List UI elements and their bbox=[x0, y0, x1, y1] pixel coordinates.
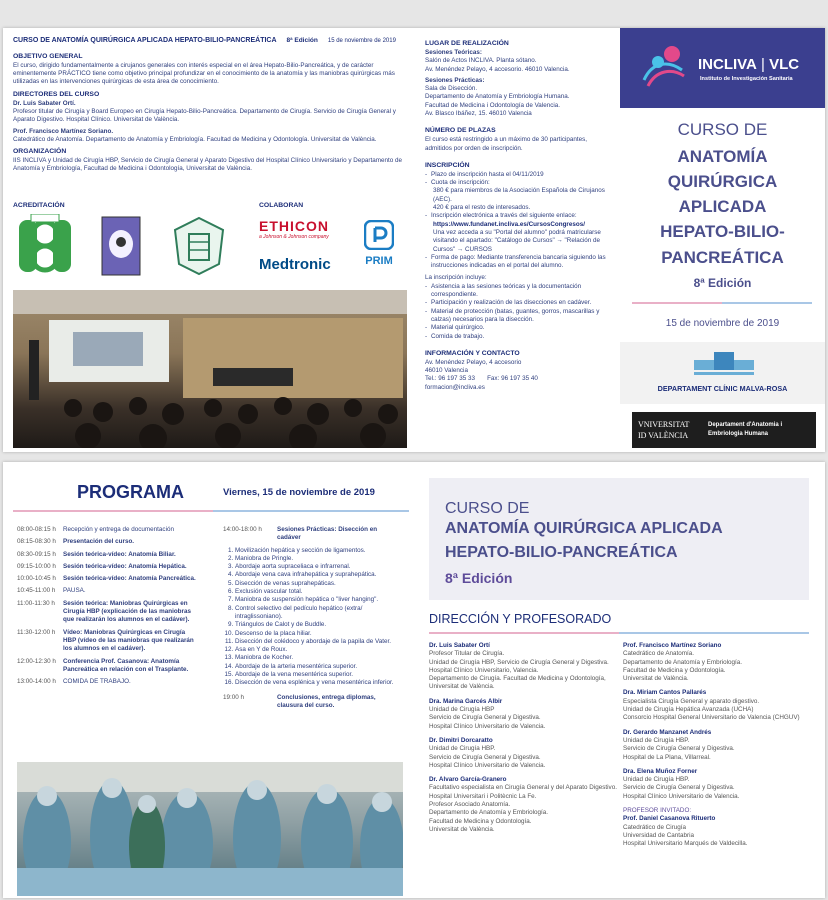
director-1-name: Dr. Luis Sabater Ortí. bbox=[13, 99, 76, 107]
prim-wordmark: PRIM bbox=[365, 255, 393, 267]
inner-title-line-1: ANATOMÍA QUIRÚRGICA APLICADA bbox=[445, 520, 723, 537]
inscripcion-plazo: - Plazo de inscripción hasta el 04/11/2019 bbox=[425, 171, 615, 179]
faculty-detail: Hospital Clínico Universitario de Valencia. bbox=[429, 722, 546, 730]
contacto-address-2: 46010 Valencia bbox=[425, 367, 468, 375]
practicas-item: 13. Maniobra de Kocher. bbox=[235, 654, 399, 662]
brochure-inner-page bbox=[3, 462, 825, 898]
invitado-detail: Universidad de Cantabria bbox=[623, 831, 695, 839]
incluye-item: - Asistencia a las sesiones teóricas y la documentación correspondiente. bbox=[425, 283, 615, 300]
uv-logo bbox=[632, 412, 816, 448]
schedule-time: 11:30-12:00 h bbox=[17, 628, 56, 636]
cover-title-line-2: QUIRÚRGICA bbox=[667, 172, 778, 192]
column-info bbox=[13, 36, 409, 174]
schedule-time: 10:00-10:45 h bbox=[17, 575, 56, 583]
practicas-item: 7. Maniobra de suspensión hepática o "liver hanging". bbox=[235, 596, 399, 604]
schedule-row bbox=[17, 600, 197, 625]
malva-rosa-text: DEPARTAMENT CLÍNIC MALVA-ROSA bbox=[657, 384, 788, 393]
lugar-practicas-line-4: Av. Blasco Ibáñez, 15. 46010 Valencia bbox=[425, 110, 532, 118]
faculty-name: Dra. Elena Muñoz Forner bbox=[623, 767, 698, 775]
faculty-detail: Hospital Universitari i Politècnic La Fe. bbox=[429, 792, 537, 800]
inscripcion-cuota-aec: 380 € para miembros de la Asociación Española de Cirujanos (AEC). bbox=[433, 187, 605, 203]
lugar-teoricas-heading: Sesiones Teóricas: bbox=[425, 48, 482, 56]
programa-date: Viernes, 15 de noviembre de 2019 bbox=[223, 487, 375, 498]
faculty-detail: Profesor Titular de Cirugía. bbox=[429, 650, 505, 658]
colaboran-heading: COLABORAN bbox=[259, 202, 304, 209]
faculty-detail: Servicio de Cirugía General y Digestiva. bbox=[623, 745, 735, 753]
incluye-item: - Comida de trabajo. bbox=[425, 333, 615, 341]
lugar-teoricas-line-2: Av. Menéndez Pelayo, 4 accesorio. 46010 Valencia. bbox=[425, 65, 570, 73]
inner-title-line-2: HEPATO-BILIO-PANCREÁTICA bbox=[445, 544, 678, 561]
invitado-name: Prof. Daniel Casanova Rituerto bbox=[623, 815, 716, 823]
inner-curso: CURSO DE bbox=[445, 500, 530, 517]
faculty-detail: Departamento de Anatomía y Embriología. bbox=[429, 809, 549, 817]
incliva-mark-icon bbox=[638, 40, 690, 92]
ethicon-tagline: a Johnson & Johnson company bbox=[259, 234, 329, 240]
cover-title-block bbox=[620, 120, 825, 290]
plazas-text: El curso está restringido a un máximo de 30 participantes, admitidos por orden de inscripción. bbox=[425, 136, 588, 152]
closing-row bbox=[223, 694, 399, 711]
inscripcion-list bbox=[425, 171, 615, 188]
faculty-name: Dr. Alvaro García-Granero bbox=[429, 776, 507, 784]
cover-edition: 8ª Edición bbox=[693, 275, 752, 290]
faculty-detail: Universitat de València. bbox=[429, 825, 495, 833]
acreditacion-purple-logo bbox=[101, 216, 141, 276]
inscripcion-cuota-resto: 420 € para el resto de interesados. bbox=[433, 204, 531, 212]
ethicon-wordmark: ETHICON bbox=[259, 218, 329, 234]
directores-heading: DIRECTORES DEL CURSO bbox=[13, 90, 100, 98]
practicas-time: 14:00-18:00 h bbox=[223, 526, 262, 533]
dissection-photo bbox=[17, 762, 403, 896]
inscripcion-electronica: - Inscripción electrónica a través del siguiente enlace: bbox=[425, 212, 615, 220]
invitado-detail: Catedrático de Cirugía bbox=[623, 823, 687, 831]
schedule-time: 13:00-14:00 h bbox=[17, 678, 56, 686]
schedule-time: 08:30-09:15 h bbox=[17, 550, 56, 558]
practicas-row bbox=[223, 526, 399, 543]
auditorium-scene bbox=[13, 290, 407, 448]
faculty-name: Dr. Luis Sabater Ortí bbox=[429, 642, 490, 649]
uv-name-2: ID VALÈNCIA bbox=[638, 431, 689, 440]
faculty-detail: Departamento de Anatomía y Embriología. bbox=[623, 658, 743, 666]
faculty-detail: Servicio de Cirugía General y Digestiva. bbox=[429, 753, 541, 761]
schedule-text: Vídeo: Maniobras Quirúrgicas en Cirugía HBP (vídeo de las maniobras que realizarán los alumnos en el cadáver). bbox=[63, 628, 194, 653]
faculty-name: Dra. Miriam Cantos Pallarés bbox=[623, 689, 707, 697]
schedule-list bbox=[17, 526, 197, 690]
header-title: CURSO DE ANATOMÍA QUIRÚRGICA APLICADA HEPATO-BILIO-PANCREÁTICA bbox=[13, 37, 277, 44]
schedule-time: 10:45-11:00 h bbox=[17, 587, 56, 595]
objetivo-text: El curso, dirigido fundamentalmente a cirujanos generales con interés especial en el área Hepato-Bilio-Pancreática, y de carácter eminentemente PRÁCTICO tiene como objetivo principal profundizar en el conocimiento de la anatomía y las maniobras quirúrgicas más utilizadas en las intervenciones quirúrgicas de esta área de conocimiento. bbox=[13, 61, 395, 86]
schedule-time: 08:15-08:30 h bbox=[17, 538, 56, 546]
inscripcion-link[interactable]: https://www.fundanet.incliva.es/CursosCongresos/ bbox=[433, 220, 585, 228]
schedule-text: PAUSA. bbox=[63, 587, 86, 595]
practicas-item: 4. Abordaje vena cava infrahepática y suprahepática. bbox=[235, 571, 399, 579]
schedule-time: 09:15-10:00 h bbox=[17, 562, 56, 570]
faculty-detail: Unidad de Cirugía HBP. bbox=[429, 745, 496, 753]
schedule-time: 12:00-12:30 h bbox=[17, 657, 56, 665]
practicas-item: 1. Movilización hepática y sección de ligamentos. bbox=[235, 547, 399, 555]
practicas-item: 8. Control selectivo del pedículo hepático (extra/ intraglissoniano). bbox=[235, 605, 399, 622]
programa-separator-blue bbox=[213, 510, 409, 512]
faculty-detail: Facultad de Medicina y Odontología. bbox=[429, 817, 532, 825]
faculty-right bbox=[623, 642, 809, 801]
incliva-wordmark: INCLIVA | VLC bbox=[698, 56, 800, 73]
plazas-heading: NÚMERO DE PLAZAS bbox=[425, 127, 496, 135]
organizacion-text: IIS INCLIVA y Unidad de Cirugía HBP, Servicio de Cirugía General y Aparato Digestivo del Hospital Clínico Universitario y Departamento de Anatomía y Embriología, Facultad de Medicina i Odontología, Universitat de València. bbox=[13, 157, 402, 173]
organizacion-heading: ORGANIZACIÓN bbox=[13, 148, 67, 156]
faculty-name: Dr. Dimitri Dorcaratto bbox=[429, 736, 493, 744]
incluye-list bbox=[425, 283, 615, 341]
schedule-row bbox=[17, 678, 197, 686]
direccion-separator-pink bbox=[429, 632, 619, 634]
schedule-row bbox=[17, 575, 197, 583]
closing-time: 19:00 h bbox=[223, 693, 245, 701]
logos-strip bbox=[13, 202, 415, 288]
faculty-name: Dr. Gerardo Manzanet Andrés bbox=[623, 728, 712, 736]
practicas-item: 3. Abordaje aorta supraceliaca e infrarrenal. bbox=[235, 563, 399, 571]
faculty-detail: Hospital Clínico Universitario de Valencia. bbox=[429, 761, 546, 769]
inscripcion-list-2 bbox=[425, 212, 615, 220]
practicas-item: 12. Asa en Y de Roux. bbox=[235, 646, 399, 654]
inner-edition: 8ª Edición bbox=[445, 570, 513, 586]
faculty-detail: Consorcio Hospital General Universitario de Valencia (CHGUV) bbox=[623, 714, 800, 722]
inscripcion-cuota: - Cuota de inscripción: bbox=[425, 179, 615, 187]
auditorium-photo bbox=[13, 290, 407, 448]
invitado-lines bbox=[623, 824, 809, 849]
cover-curso: CURSO DE bbox=[677, 120, 768, 139]
closing-text: Conclusiones, entrega diplomas, clausura del curso. bbox=[277, 693, 376, 709]
prim-icon bbox=[364, 220, 394, 250]
cover-separator-pink bbox=[632, 302, 722, 304]
acreditacion-heading: ACREDITACIÓN bbox=[13, 202, 65, 209]
contacto-heading: INFORMACIÓN Y CONTACTO bbox=[425, 349, 520, 357]
faculty-left bbox=[429, 642, 617, 834]
schedule-text: COMIDA DE TRABAJO. bbox=[63, 678, 131, 686]
inscripcion-list-3 bbox=[425, 254, 615, 271]
lugar-practicas-line-1: Sala de Disección. bbox=[425, 85, 478, 93]
practicas-item: 9. Triángulos de Calot y de Buddle. bbox=[235, 621, 399, 629]
faculty-detail: Unidad de Cirugía HBP. bbox=[623, 776, 690, 784]
contacto-fax: Fax: 96 197 35 40 bbox=[487, 375, 538, 383]
schedule-row bbox=[17, 526, 197, 534]
header-edition: 8ª Edición bbox=[286, 37, 318, 44]
cover-date: 15 de noviembre de 2019 bbox=[665, 318, 780, 329]
medtronic-logo: Medtronic bbox=[259, 256, 331, 273]
header-date: 15 de noviembre de 2019 bbox=[327, 38, 396, 44]
direccion-heading: DIRECCIÓN Y PROFESORADO bbox=[429, 612, 612, 626]
cover-title-line-3: APLICADA bbox=[678, 197, 767, 217]
schedule-text: Presentación del curso. bbox=[63, 538, 135, 546]
schedule-row bbox=[17, 629, 197, 654]
faculty-right-wrap bbox=[623, 642, 809, 849]
faculty-detail: Servicio de Cirugía General y Digestiva. bbox=[429, 714, 541, 722]
ethicon-logo bbox=[259, 218, 349, 240]
inscripcion-pago: - Forma de pago: Mediante transferencia bancaria siguiendo las instrucciones indicadas en el portal del alumno. bbox=[425, 254, 615, 271]
faculty-detail: Unidad de Cirugía HBP bbox=[429, 706, 495, 714]
uv-dept-2: Embriologia Humana bbox=[708, 431, 769, 437]
incluye-item: - Participación y realización de las disecciones en cadáver. bbox=[425, 299, 615, 307]
acreditacion-seal-logo bbox=[171, 216, 227, 276]
incluye-item: - Material de protección (batas, guantes, gorros, mascarillas y calzas) necesarios para la disección. bbox=[425, 308, 615, 325]
practicas-list bbox=[223, 547, 399, 688]
practicas-item: 11. Disección del colédoco y abordaje de la papila de Vater. bbox=[235, 638, 399, 646]
schedule-time: 11:00-11:30 h bbox=[17, 599, 55, 607]
faculty-detail: Catedrático de Anatomía. bbox=[623, 650, 695, 658]
practicas-block bbox=[223, 526, 399, 714]
objetivo-heading: OBJETIVO GENERAL bbox=[13, 52, 83, 60]
programa-separator-pink bbox=[13, 510, 213, 512]
practicas-item: 6. Exclusión vascular total. bbox=[235, 588, 399, 596]
cover-title bbox=[620, 144, 825, 270]
faculty-detail: Universitat de València. bbox=[623, 675, 689, 683]
faculty-detail: Unidad de Cirugía Hepática Avanzada (UCHA) bbox=[623, 706, 754, 714]
programa-heading: PROGRAMA bbox=[77, 482, 184, 502]
faculty-name: Dra. Marina Garcés Albir bbox=[429, 697, 503, 705]
schedule-text: Sesión teórica-vídeo: Anatomía Biliar. bbox=[63, 550, 176, 558]
uv-dept-1: Departament d'Anatomia i bbox=[708, 422, 783, 428]
lugar-practicas-line-2: Departamento de Anatomía y Embriología Humana. bbox=[425, 93, 570, 101]
cover-separator-blue bbox=[722, 302, 812, 304]
director-1-text: Profesor titular de Cirugía y Board Europeo en Cirugía Hepato-Bilio-Pancreática. Departamento de Cirugía. Servicio de Cirugía General y Aparato Digestivo. Hospital Clínico. Universitat de València. bbox=[13, 108, 396, 124]
faculty-detail: Facultativo especialista en Cirugía General y del Aparato Digestivo. bbox=[429, 784, 617, 792]
schedule-text: Conferencia Prof. Casanova: Anatomía Pancreática en relación con el Trasplante. bbox=[63, 657, 189, 673]
incluye-item: - Material quirúrgico. bbox=[425, 324, 615, 332]
contacto-address-1: Av. Menéndez Pelayo, 4 accesorio bbox=[425, 358, 522, 366]
director-2-text: Catedrático de Anatomía. Departamento de Anatomía y Embriología. Facultad de Medicina y Odontología. Universitat de València. bbox=[13, 135, 377, 143]
incliva-vlc: VLC bbox=[769, 56, 800, 73]
invitado-detail: Hospital Universitario Marqués de Valdecilla. bbox=[623, 840, 748, 848]
faculty-detail: Facultad de Medicina y Odontología. bbox=[623, 666, 726, 674]
schedule-time: 08:00-08:15 h bbox=[17, 526, 56, 533]
director-2-name: Prof. Francisco Martínez Soriano. bbox=[13, 127, 114, 135]
practicas-item: 15. Abordaje de la vena mesentérica superior. bbox=[235, 671, 399, 679]
practicas-title: Sesiones Prácticas: Disección en cadáver bbox=[277, 526, 378, 542]
contacto-email[interactable]: formacion@incliva.es bbox=[425, 383, 485, 391]
faculty-detail: Departamento de Cirugía. Facultad de Medicina y Odontología, Universitat de València. bbox=[429, 675, 606, 691]
lugar-practicas-line-3: Facultad de Medicina i Odontología de Valencia. bbox=[425, 101, 561, 109]
faculty-name: Prof. Francisco Martínez Soriano bbox=[623, 642, 722, 649]
lugar-heading: LUGAR DE REALIZACIÓN bbox=[425, 40, 509, 47]
lugar-practicas-heading: Sesiones Prácticas: bbox=[425, 76, 485, 84]
faculty-detail: Hospital de La Plana, Villarreal. bbox=[623, 753, 711, 761]
schedule-text: Sesión teórica-vídeo: Anatomía Pancreática. bbox=[63, 575, 196, 583]
acreditacion-green-logo bbox=[17, 214, 73, 278]
incliva-name: INCLIVA bbox=[698, 56, 757, 73]
schedule-row bbox=[17, 563, 197, 571]
schedule-row bbox=[17, 538, 197, 546]
faculty-detail: Especialista Cirugía General y aparato digestivo. bbox=[623, 697, 760, 705]
brochure-outer-page bbox=[3, 28, 825, 452]
practicas-item: 5. Disección de venas suprahepáticas. bbox=[235, 580, 399, 588]
uv-name-1: VNIVERSITAT bbox=[638, 420, 690, 429]
incliva-logo-bar bbox=[620, 28, 825, 108]
malva-rosa-building-icon bbox=[694, 350, 754, 376]
cover-title-line-5: PANCREÁTICA bbox=[661, 247, 784, 267]
header-line bbox=[13, 36, 409, 46]
practicas-item: 2. Maniobra de Pringle. bbox=[235, 555, 399, 563]
schedule-row bbox=[17, 658, 197, 675]
contacto-phones bbox=[425, 375, 615, 383]
inscripcion-incluye: La inscripción incluye: bbox=[425, 274, 487, 282]
dissection-scene bbox=[17, 762, 403, 896]
faculty-detail: Hospital Clínico Universitario de Valencia. bbox=[623, 792, 740, 800]
inscripcion-heading: INSCRIPCIÓN bbox=[425, 161, 470, 169]
faculty-detail: Profesor Asociado Anatomía. bbox=[429, 801, 511, 809]
inner-title-box bbox=[429, 478, 809, 600]
prim-logo bbox=[361, 220, 397, 267]
cover-title-line-4: HEPATO-BILIO- bbox=[660, 222, 785, 242]
column-practical bbox=[425, 40, 615, 392]
contacto-tel: Tel.: 96 197 35 33 bbox=[425, 375, 476, 383]
malva-rosa-logo bbox=[620, 342, 825, 404]
schedule-row bbox=[17, 587, 197, 595]
practicas-item: 14. Abordaje de la arteria mesentérica superior. bbox=[235, 663, 399, 671]
invitado-label: PROFESOR INVITADO: bbox=[623, 807, 692, 815]
schedule-text: Sesión teórica: Maniobras Quirúrgicas en Cirugía HBP (explicación de las maniobras que realizarán los alumnos en el cadáver). bbox=[63, 599, 191, 624]
faculty-detail: Servicio de Cirugía General y Digestiva. bbox=[623, 784, 735, 792]
practicas-item: 16. Disección de vena esplénica y vena mesentérica inferior. bbox=[235, 679, 399, 687]
cover-panel bbox=[620, 28, 825, 452]
cover-title-line-1: ANATOMÍA bbox=[677, 147, 768, 166]
faculty-detail: Unidad de Cirugía HBP. bbox=[623, 736, 690, 744]
incliva-subtitle: Instituto de Investigación Sanitaria bbox=[700, 76, 793, 82]
lugar-teoricas-line-1: Salón de Actos INCLIVA. Planta sótano. bbox=[425, 57, 537, 65]
direccion-separator-blue bbox=[619, 632, 809, 634]
schedule-text: Sesión teórica-vídeo: Anatomía Hepática. bbox=[63, 562, 187, 570]
faculty-detail: Unidad de Cirugía HBP, Servicio de Cirugía General y Digestiva. Hospital Clínico Universitario, Valencia. bbox=[429, 658, 609, 674]
practicas-item: 10. Descenso de la placa hiliar. bbox=[235, 630, 399, 638]
schedule-text: Recepción y entrega de documentación bbox=[63, 526, 174, 533]
schedule-row bbox=[17, 551, 197, 559]
inscripcion-portal: Una vez acceda a su "Portal del alumno" podrá matricularse visitando el apartado: "Catálogo de Cursos" → "Relación de Cursos" → CURSOS bbox=[433, 228, 601, 253]
